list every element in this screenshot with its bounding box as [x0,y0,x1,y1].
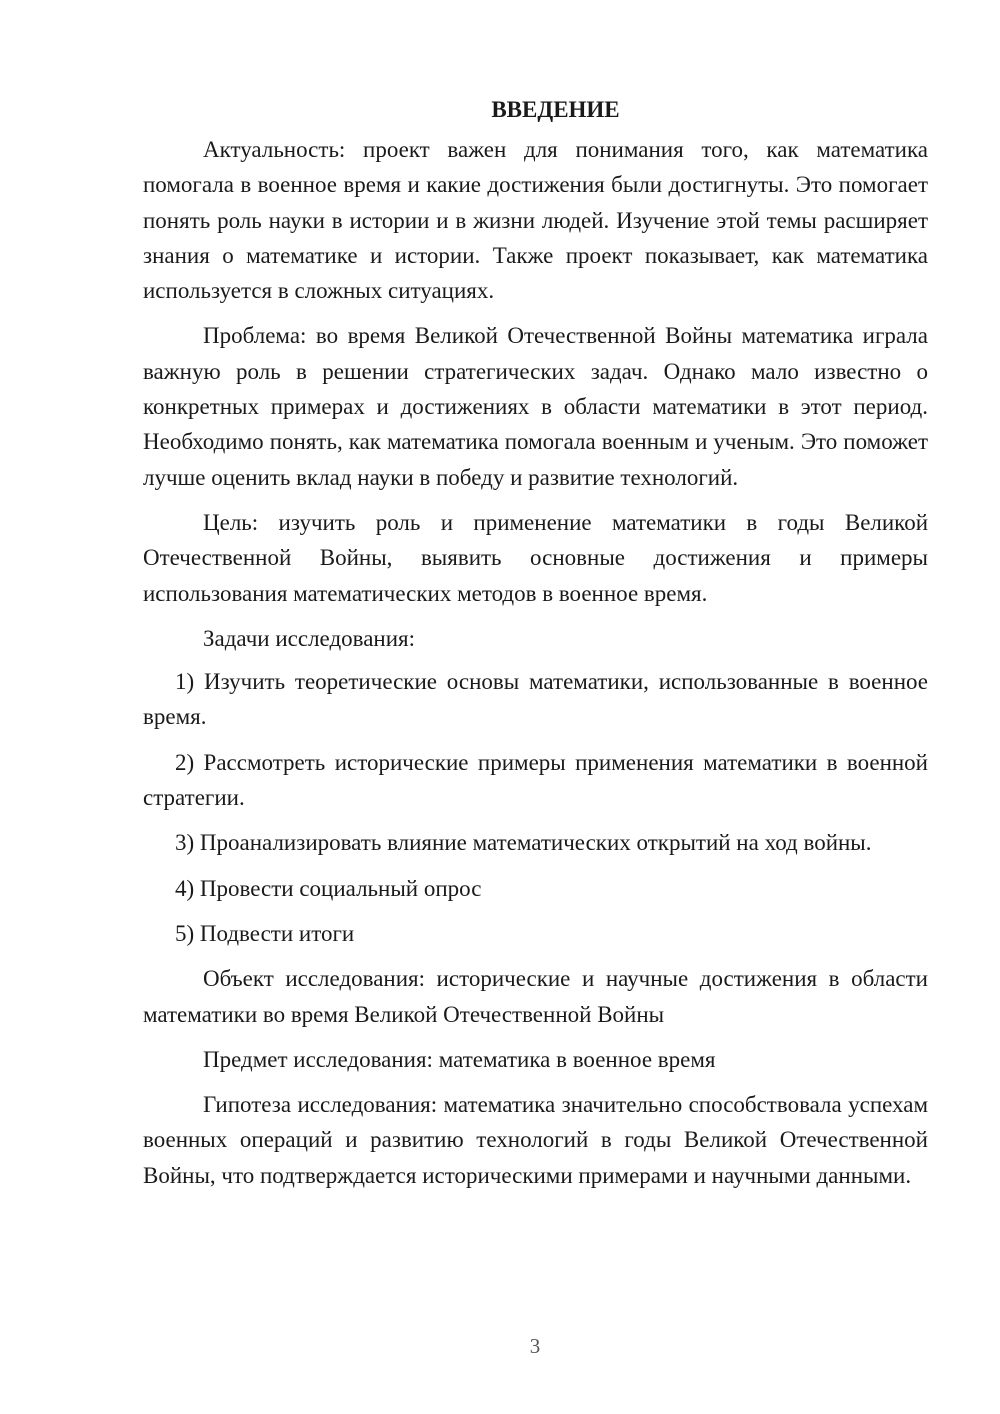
tasks-title: Задачи исследования: [203,625,416,651]
hypothesis-paragraph: Гипотеза исследования: математика значительно способствовала успехам военных операций и развитию технологий в годы Великой Отечественной Войны, что подтверждается историческими примерами и научными данными. [143,1092,928,1188]
task-item: 2) Рассмотреть исторические примеры применения математики в военной стратегии. [143,749,928,811]
task-item: 5) Подвести итоги [175,920,355,946]
subject-paragraph: Предмет исследования: математика в военное время [203,1046,716,1072]
section-heading: ВВЕДЕНИЕ [491,97,620,122]
task-item: 1) Изучить теоретические основы математики, использованные в военное время. [143,669,928,730]
relevance-paragraph: Актуальность: проект важен для понимания того, как математика помогала в военное время и какие достижения были достигнуты. Это помогает понять роль науки в истории и в жизни людей. Изучение этой темы расширяет знания о математике и истории. Также проект показывает, как математика используется в сложных ситуациях. [143,137,928,304]
page-number: 3 [529,1334,541,1358]
problem-paragraph: Проблема: во время Великой Отечественной Войны математика играла важную роль в решении стратегических задач. Однако мало известно о конкретных примерах и достижениях в области математики в этот период. Необходимо понять, как математика помогала военным и ученым. Это поможет лучше оценить вклад науки в победу и развитие технологий. [143,323,928,490]
task-item: 4) Провести социальный опрос [175,875,482,901]
goal-paragraph: Цель: изучить роль и применение математики в годы Великой Отечественной Войны, выявить основные достижения и примеры использования математических методов в военное время. [143,509,928,606]
task-item: 3) Проанализировать влияние математических открытий на ход войны. [175,830,872,856]
object-paragraph: Объект исследования: исторические и научные достижения в области математики во время Великой Отечественной Войны [143,966,928,1027]
